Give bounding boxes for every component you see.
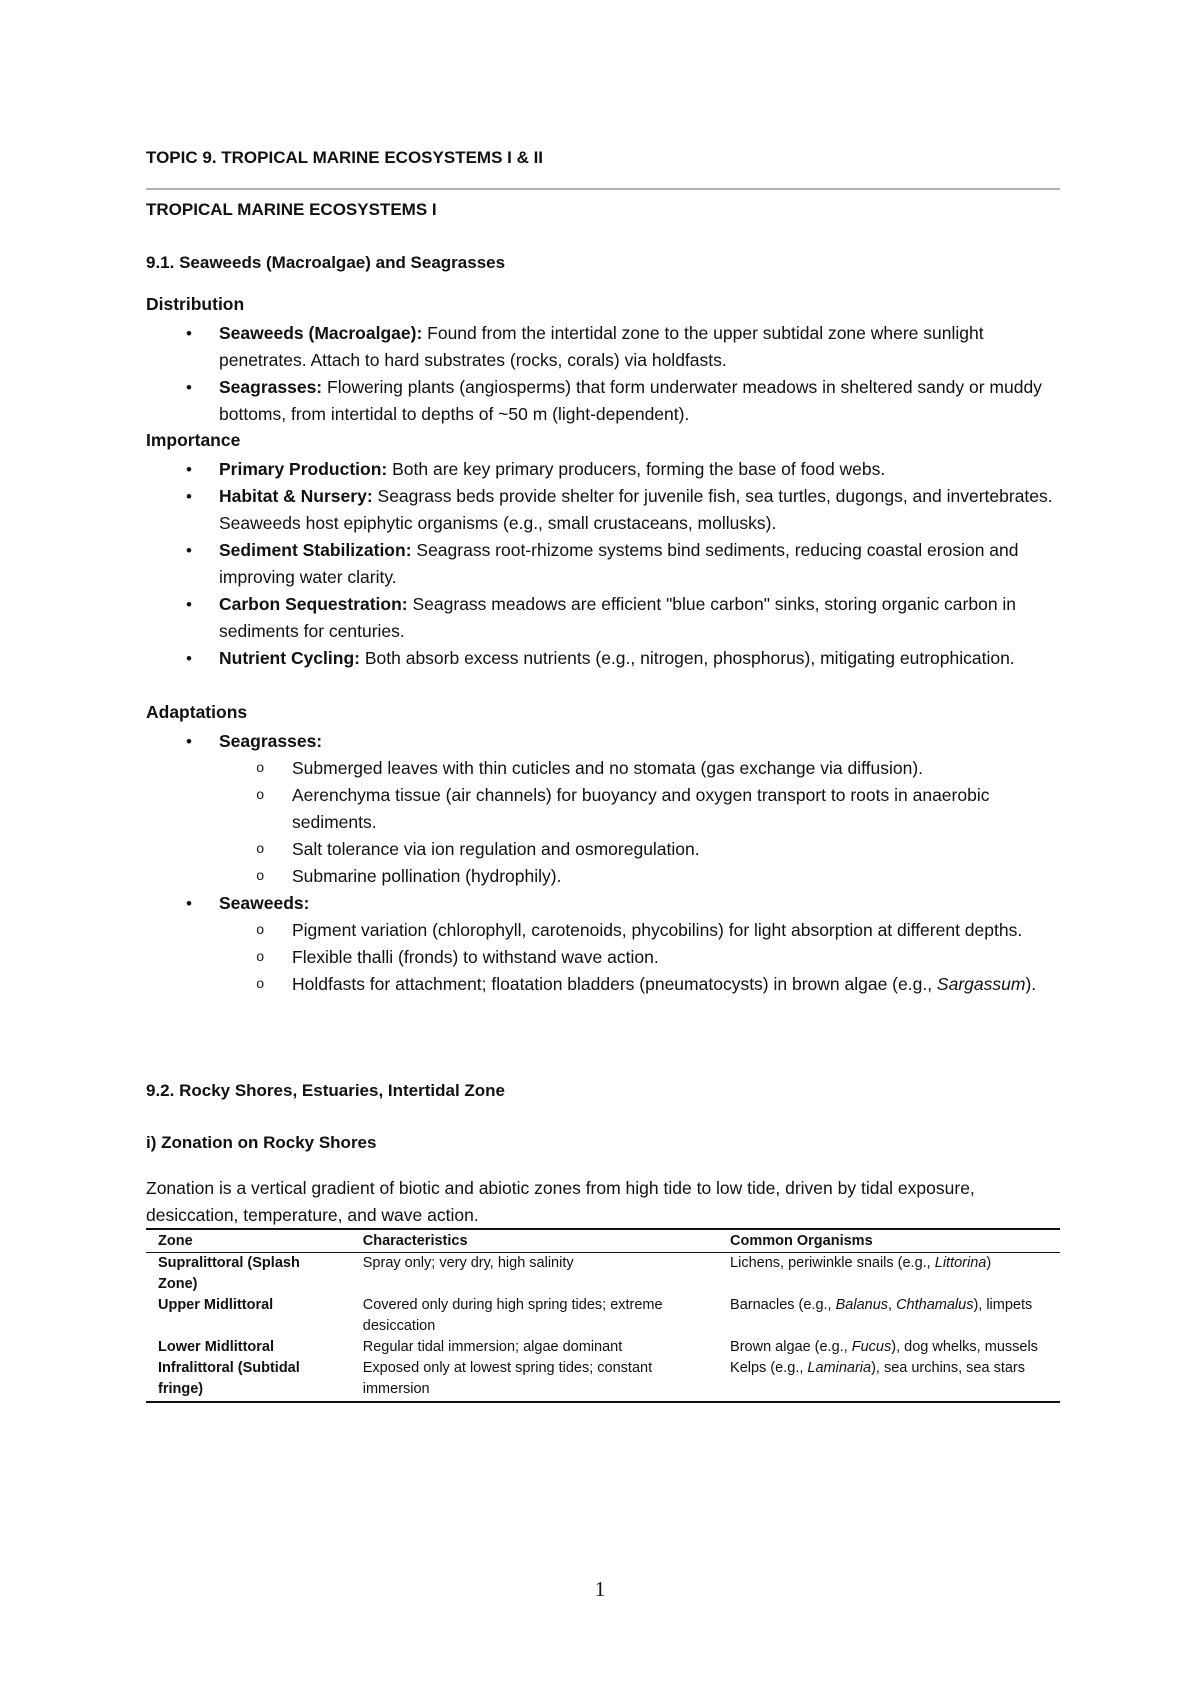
characteristics-cell: Spray only; very dry, high salinity bbox=[362, 1255, 574, 1271]
organisms-cell: Barnacles (e.g., Balanus, Chthamalus), limpets bbox=[730, 1297, 1033, 1313]
list-item: • Seaweeds (Macroalgae): Found from the intertidal zone to the upper subtidal zone where sunlight penetrates. Attach to hard substrates (rocks, corals) via holdfasts. bbox=[146, 320, 1060, 374]
table-header-row bbox=[146, 1229, 1060, 1253]
list-item: • Primary Production: Both are key primary producers, forming the base of food webs. bbox=[146, 456, 1060, 483]
zone-cell: Lower Midlittoral bbox=[158, 1339, 274, 1355]
zone-cell: Supralittoral (Splash Zone) bbox=[158, 1255, 300, 1292]
distribution-label: Distribution bbox=[146, 294, 245, 314]
horizontal-rule bbox=[146, 188, 1060, 190]
topic-title: TOPIC 9. TROPICAL MARINE ECOSYSTEMS I & II bbox=[146, 148, 544, 167]
list-item: • Carbon Sequestration: Seagrass meadows are efficient "blue carbon" sinks, storing organic carbon in sediments for centuries. bbox=[146, 591, 1060, 645]
organisms-cell: Kelps (e.g., Laminaria), sea urchins, sea stars bbox=[718, 1358, 1060, 1402]
list-item: • Seaweeds: o Pigment variation (chlorophyll, carotenoids, phycobilins) for light absorption at different depths. o Flexible thalli (fronds) to withstand wave action. o Holdfasts for attachment; floatation bladders (pneumatocysts) in brown algae (e.g., Sargassum). bbox=[146, 890, 1060, 998]
list-item: • Nutrient Cycling: Both absorb excess nutrients (e.g., nitrogen, phosphorus), mitigating eutrophication. bbox=[146, 645, 1060, 672]
part-title: TROPICAL MARINE ECOSYSTEMS I bbox=[146, 200, 437, 219]
table-row bbox=[146, 1295, 1060, 1337]
table-row bbox=[146, 1337, 1060, 1358]
table-row bbox=[146, 1358, 1060, 1402]
section-1-title: 9.1. Seaweeds (Macroalgae) and Seagrasses bbox=[146, 253, 506, 272]
list-item: • Sediment Stabilization: Seagrass root-rhizome systems bind sediments, reducing coastal erosion and improving water clarity. bbox=[146, 537, 1060, 591]
subsection-title: i) Zonation on Rocky Shores bbox=[146, 1133, 377, 1152]
column-header: Characteristics bbox=[351, 1229, 718, 1253]
list-item: o Salt tolerance via ion regulation and osmoregulation. bbox=[219, 836, 1060, 863]
zone-cell: Upper Midlittoral bbox=[158, 1297, 274, 1313]
organisms-cell: Brown algae (e.g., Fucus), dog whelks, mussels bbox=[730, 1339, 1038, 1355]
adaptations-list bbox=[146, 728, 1060, 998]
characteristics-cell: Regular tidal immersion; algae dominant bbox=[362, 1339, 623, 1355]
list-item: • Seagrasses: o Submerged leaves with thin cuticles and no stomata (gas exchange via diffusion). o Aerenchyma tissue (air channels) for buoyancy and oxygen transport to roots in anaerobic sediments. o Salt tolerance via ion regulation and osmoregulation. o Submarine pollination (hydrophily). bbox=[146, 728, 1060, 890]
table-row bbox=[146, 1253, 1060, 1296]
zonation-intro: Zonation is a vertical gradient of biotic and abiotic zones from high tide to low tide, driven by tidal exposure, desiccation, temperature, and wave action. bbox=[146, 1178, 975, 1225]
list-item: o Aerenchyma tissue (air channels) for buoyancy and oxygen transport to roots in anaerobic sediments. bbox=[219, 782, 1060, 836]
seagrass-adaptations-list bbox=[219, 755, 1060, 890]
page-number: 1 bbox=[594, 1577, 606, 1601]
zonation-table bbox=[146, 1228, 1060, 1403]
column-header: Zone bbox=[146, 1229, 351, 1253]
list-item: o Submarine pollination (hydrophily). bbox=[219, 863, 1060, 890]
list-item: o Flexible thalli (fronds) to withstand wave action. bbox=[219, 944, 1060, 971]
adaptations-label: Adaptations bbox=[146, 702, 248, 722]
seaweed-adaptations-list bbox=[219, 917, 1060, 998]
distribution-list bbox=[146, 320, 1060, 428]
list-item: o Pigment variation (chlorophyll, carotenoids, phycobilins) for light absorption at different depths. bbox=[219, 917, 1060, 944]
list-item: • Seagrasses: Flowering plants (angiosperms) that form underwater meadows in sheltered sandy or muddy bottoms, from intertidal to depths of ~50 m (light-dependent). bbox=[146, 374, 1060, 428]
importance-label: Importance bbox=[146, 430, 241, 450]
list-item: • Habitat & Nursery: Seagrass beds provide shelter for juvenile fish, sea turtles, dugongs, and invertebrates. Seaweeds host epiphytic organisms (e.g., small crustaceans, mollusks). bbox=[146, 483, 1060, 537]
characteristics-cell: Exposed only at lowest spring tides; constant immersion bbox=[351, 1358, 718, 1402]
section-2-title: 9.2. Rocky Shores, Estuaries, Intertidal Zone bbox=[146, 1081, 506, 1100]
list-item: o Holdfasts for attachment; floatation bladders (pneumatocysts) in brown algae (e.g., Sargassum). bbox=[219, 971, 1060, 998]
importance-list bbox=[146, 456, 1060, 672]
column-header: Common Organisms bbox=[718, 1229, 1060, 1253]
zone-cell: Infralittoral (Subtidal fringe) bbox=[146, 1358, 351, 1402]
list-item: o Submerged leaves with thin cuticles and no stomata (gas exchange via diffusion). bbox=[219, 755, 1060, 782]
characteristics-cell: Covered only during high spring tides; extreme desiccation bbox=[362, 1297, 663, 1334]
organisms-cell: Lichens, periwinkle snails (e.g., Littorina) bbox=[730, 1255, 992, 1271]
